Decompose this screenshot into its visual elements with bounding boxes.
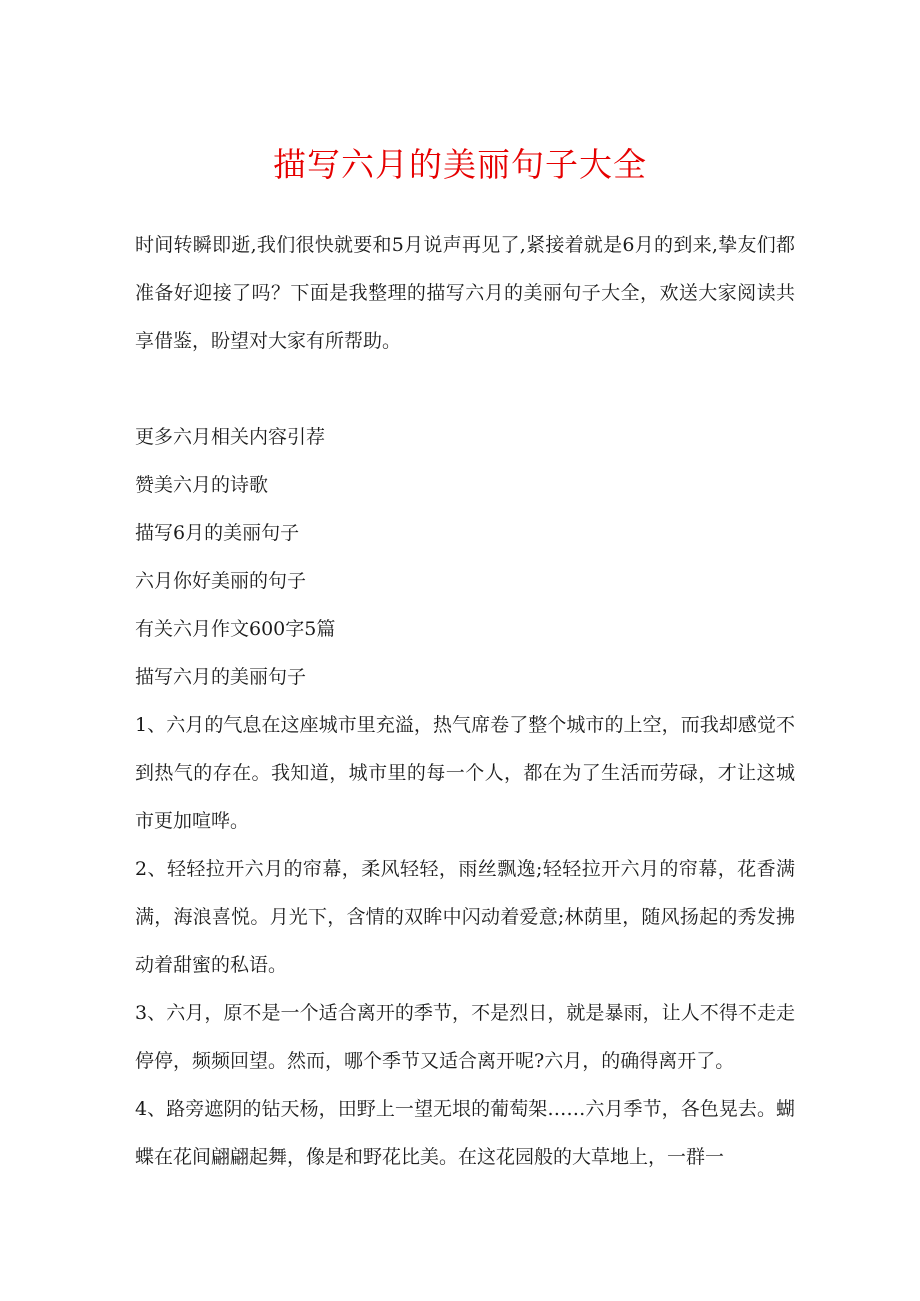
sentence-paragraph-4: 4、路旁遮阴的钻天杨，田野上一望无垠的葡萄架……六月季节，各色晃去。蝴蝶在花间翩翩起舞，像是和野花比美。在这花园般的大草地上，一群一 [135,1098,795,1168]
related-link-poem[interactable]: 赞美六月的诗歌 [135,474,269,496]
paragraph-spacer [135,365,795,413]
intro-paragraph: 时间转瞬即逝,我们很快就要和5月说声再见了,紧接着就是6月的到来,挚友们都准备好迎接了吗？下面是我整理的描写六月的美丽句子大全，欢送大家阅读共享借鉴，盼望对大家有所帮助。 [135,234,795,352]
related-link-sentences[interactable]: 描写6月的美丽句子 [135,522,300,544]
section-heading: 描写六月的美丽句子 [135,666,307,688]
document-title: 描写六月的美丽句子大全 [273,145,647,184]
document-body [135,221,795,1181]
sentence-paragraph-2: 2、轻轻拉开六月的帘幕，柔风轻轻，雨丝飘逸;轻轻拉开六月的帘幕，花香满满，海浪喜悦。月光下，含情的双眸中闪动着爱意;林荫里，随风扬起的秀发拂动着甜蜜的私语。 [135,858,795,976]
sentence-paragraph-1: 1、六月的气息在这座城市里充溢，热气席卷了整个城市的上空，而我却感觉不到热气的存在。我知道，城市里的每一个人，都在为了生活而劳碌，才让这城市更加喧哗。 [135,714,795,832]
sentence-paragraph-3: 3、六月，原不是一个适合离开的季节，不是烈日，就是暴雨，让人不得不走走停停，频频回望。然而，哪个季节又适合离开呢?六月，的确得离开了。 [135,1002,795,1072]
related-link-hello-june[interactable]: 六月你好美丽的句子 [135,570,307,592]
related-link-essays[interactable]: 有关六月作文600字5篇 [135,618,336,640]
related-heading: 更多六月相关内容引荐 [135,426,326,448]
